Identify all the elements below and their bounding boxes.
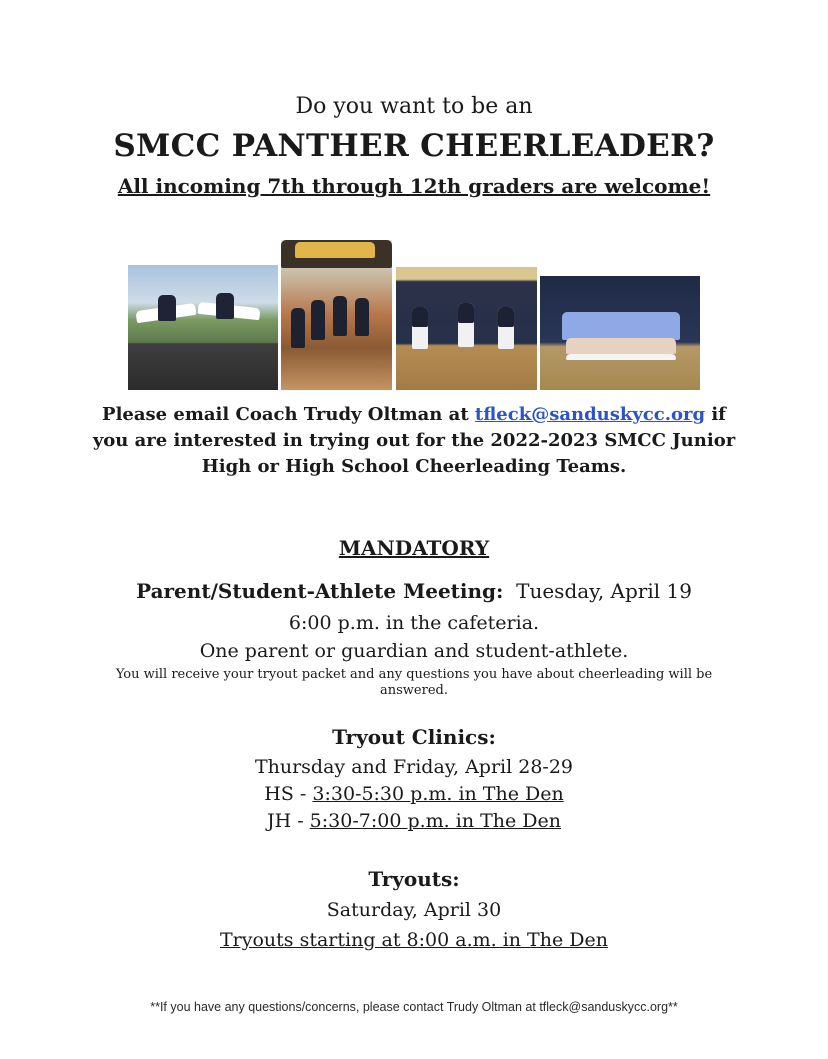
- cheer-team-group-photo: [540, 276, 700, 390]
- jh-time: 5:30-7:00 p.m. in The Den: [309, 810, 562, 832]
- cheer-jump-photo: [128, 265, 278, 390]
- clinics-hs-line: [0, 783, 828, 805]
- clinics-dates: Thursday and Friday, April 28-29: [254, 756, 574, 778]
- contact-text-end: if: [705, 404, 726, 425]
- contact-info: [0, 402, 828, 480]
- welcome-subtitle: All incoming 7th through 12th graders are welcome!: [117, 174, 711, 198]
- tryouts-date: Saturday, April 30: [326, 899, 502, 921]
- clinics-heading: Tryout Clinics:: [332, 725, 496, 749]
- hs-time: 3:30-5:30 p.m. in The Den: [312, 783, 564, 805]
- meeting-note: You will receive your tryout packet and any questions you have about cheerleading will be answered.: [115, 667, 713, 698]
- email-link[interactable]: tfleck@sanduskycc.org: [474, 404, 706, 425]
- photo-strip: [0, 240, 828, 390]
- meeting-attendees: One parent or guardian and student-athlete.: [199, 640, 629, 662]
- contact-text: Please email Coach Trudy Oltman at: [102, 404, 475, 425]
- contact-text-3: High or High School Cheerleading Teams.: [201, 456, 627, 477]
- cheer-team-gym-entrance-photo: [281, 240, 392, 390]
- cheer-trio-gym-photo: [396, 267, 537, 390]
- meeting-date: Tuesday, April 19: [516, 579, 692, 603]
- meeting-time: 6:00 p.m. in the cafeteria.: [288, 612, 540, 634]
- page-title: SMCC PANTHER CHEERLEADER?: [113, 128, 715, 164]
- tryouts-heading: Tryouts:: [368, 867, 460, 891]
- clinics-jh-line: [0, 810, 828, 832]
- mandatory-heading: MANDATORY: [338, 536, 490, 560]
- contact-text-2: you are interested in trying out for the 2022-2023 SMCC Junior: [92, 430, 736, 451]
- footer-note: **If you have any questions/concerns, please contact Trudy Oltman at tfleck@sanduskycc.org**: [150, 1000, 678, 1014]
- tryouts-start: Tryouts starting at 8:00 a.m. in The Den: [220, 929, 608, 951]
- meeting-label: Parent/Student-Athlete Meeting:: [136, 579, 504, 603]
- hs-label: HS -: [264, 783, 313, 805]
- meeting-line: [0, 579, 828, 603]
- intro-text: Do you want to be an: [295, 94, 533, 119]
- jh-label: JH -: [266, 810, 310, 832]
